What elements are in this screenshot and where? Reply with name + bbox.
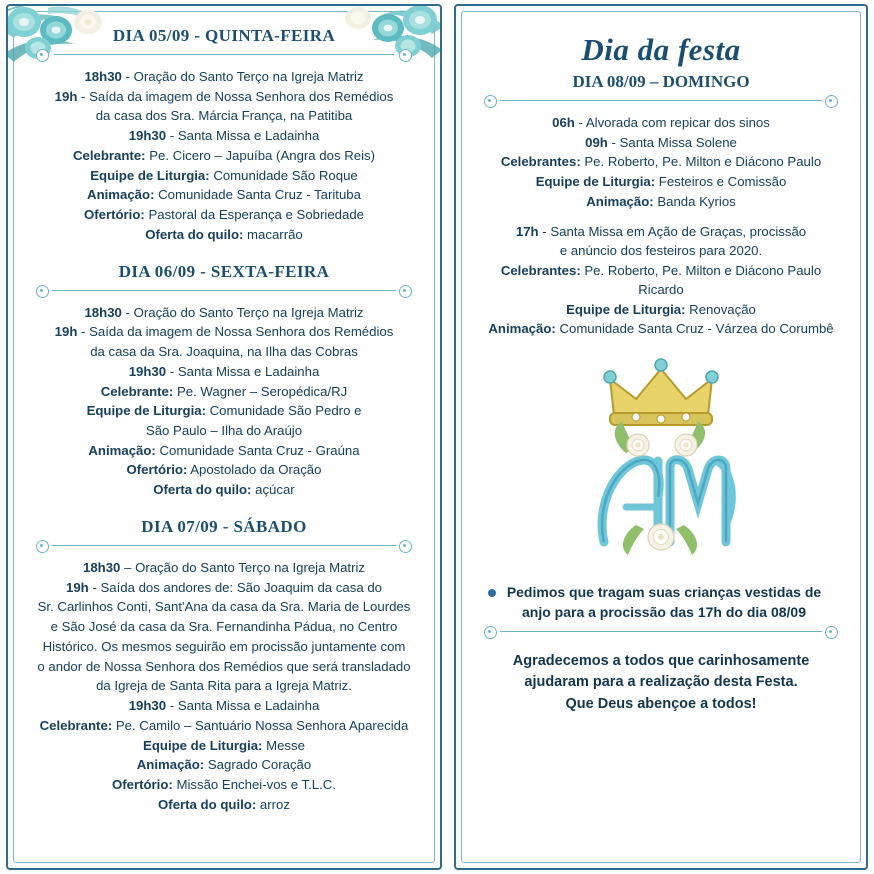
list-item: 06h - Alvorada com repicar dos sinos — [552, 115, 770, 130]
list-item: Histórico. Os mesmos seguirão em procissão juntamente com — [42, 638, 406, 654]
spacer — [36, 501, 412, 511]
left-panel — [6, 4, 442, 870]
divider-line — [54, 54, 394, 55]
divider-line — [52, 545, 396, 546]
left-content — [26, 16, 422, 858]
divider-line — [52, 290, 396, 291]
thanks-block — [484, 651, 838, 716]
divider-dot-right-icon — [399, 540, 412, 553]
list-item: Equipe de Liturgia: Renovação — [566, 301, 756, 317]
list-item: Oferta do quilo: macarrão — [145, 226, 303, 242]
list-item: Oferta do quilo: açúcar — [153, 482, 295, 498]
list-item: Animação: Sagrado Coração — [136, 757, 312, 773]
list-item: 19h30 - Santa Missa e Ladainha — [128, 698, 320, 714]
list-item: Ofertório: Apostolado da Oração — [126, 462, 322, 478]
list-item: Animação: Comunidade Santa Cruz - Graúna — [88, 442, 360, 458]
right-content — [474, 16, 848, 858]
list-item: da casa dos Sra. Márcia França, na Patitiba — [95, 108, 353, 124]
spacer — [484, 213, 838, 223]
list-item: 17h - Santa Missa em Ação de Graças, procissão — [515, 223, 807, 239]
section-heading-2: DIA 06/09 - SEXTA-FEIRA — [118, 261, 330, 281]
spacer — [36, 246, 412, 256]
divider-dot-right-icon — [399, 285, 412, 298]
list-item: São Paulo – Ilha do Araújo — [145, 423, 303, 439]
list-item: Equipe de Liturgia: Comunidade São Roque — [90, 167, 358, 183]
divider-dot-left-icon — [36, 540, 49, 553]
bullet-icon — [488, 589, 496, 597]
divider-dot-left-icon — [484, 95, 497, 108]
section-heading-3: DIA 07/09 - SÁBADO — [141, 516, 307, 536]
list-item: Ofertório: Missão Enchei-vos e T.L.C. — [111, 777, 336, 793]
list-item: 18h30 - Oração do Santo Terço na Igreja Matriz — [84, 304, 364, 320]
divider-dot-right-icon — [825, 626, 838, 639]
section-lines-3 — [36, 559, 412, 815]
list-item: Celebrantes: Pe. Roberto, Pe. Milton e Diácono Paulo Ricardo — [500, 263, 822, 297]
divider-right-2 — [484, 625, 838, 637]
list-item: Celebrante: Pe. Camilo – Santuário Nossa Senhora Aparecida — [39, 717, 409, 733]
list-item: 19h30 - Santa Missa e Ladainha — [128, 363, 320, 379]
list-item: 09h - Santa Missa Solene — [585, 134, 737, 150]
divider-2 — [36, 284, 412, 296]
page-title: Dia da festa — [581, 32, 741, 67]
list-item: Animação: Comunidade Santa Cruz - Várzea do Corumbê — [488, 321, 834, 337]
festa-block-2 — [484, 223, 838, 339]
list-item: e anúncio dos festeiros para 2020. — [559, 243, 763, 259]
list-item: Celebrante: Pe. Wagner – Seropédica/RJ — [100, 383, 348, 399]
list-item: da casa da Sra. Joaquina, na Ilha das Cobras — [90, 344, 358, 360]
list-item: Ofertório: Pastoral da Esperança e Sobriedade — [83, 207, 365, 223]
list-item: Animação: Banda Kyrios — [586, 193, 736, 209]
festa-block-1 — [484, 114, 838, 212]
divider-dot-left-icon — [36, 49, 49, 62]
divider-right-1 — [484, 94, 838, 106]
list-item: Equipe de Liturgia: Comunidade São Pedro e — [86, 403, 362, 419]
list-item: Celebrante: Pe. Cicero – Japuíba (Angra dos Reis) — [73, 147, 375, 163]
divider-dot-left-icon — [36, 285, 49, 298]
list-item: Sr. Carlinhos Conti, Sant'Ana da casa da Sra. Maria de Lourdes — [37, 599, 411, 615]
list-item: Equipe de Liturgia: Festeiros e Comissão — [535, 174, 787, 190]
divider-3 — [36, 539, 412, 551]
divider-dot-left-icon — [484, 626, 497, 639]
list-item: da Igreja de Santa Rita para a Igreja Matriz. — [96, 678, 352, 694]
divider-line — [500, 631, 822, 632]
section-lines-1 — [36, 68, 412, 245]
list-item: Oferta do quilo: arroz — [158, 796, 290, 812]
right-panel — [454, 4, 868, 870]
list-item: o andor de Nossa Senhora dos Remédios que será transladado — [37, 658, 411, 674]
marian-monogram-with-crown-icon — [566, 357, 756, 572]
list-item: 19h - Saída da imagem de Nossa Senhora dos Remédios — [54, 88, 394, 104]
emblem-container — [484, 357, 838, 572]
list-item: e São José da casa da Sra. Fernandinha Pádua, no Centro — [50, 619, 398, 635]
list-item: Animação: Comunidade Santa Cruz - Tarituba — [87, 187, 361, 203]
list-item: 19h - Saída da imagem de Nossa Senhora dos Remédios — [54, 324, 394, 340]
thanks-line: Agradecemos a todos que carinhosamente — [512, 652, 810, 669]
children-note — [488, 582, 824, 623]
divider-dot-right-icon — [399, 49, 412, 62]
page-subtitle: DIA 08/09 – DOMINGO — [572, 72, 750, 91]
divider-dot-right-icon — [825, 95, 838, 108]
thanks-line: Que Deus abençoe a todos! — [565, 696, 757, 713]
children-note-text: Pedimos que tragam suas crianças vestidas de anjo para a procissão das 17h do dia 08/09 — [506, 584, 822, 621]
section-lines-2 — [36, 304, 412, 500]
section-heading-1: DIA 05/09 - QUINTA-FEIRA — [112, 26, 336, 45]
list-item: 19h - Saída dos andores de: São Joaquim da casa do — [66, 579, 382, 595]
list-item: 19h30 - Santa Missa e Ladainha — [128, 128, 320, 144]
list-item: Celebrantes: Pe. Roberto, Pe. Milton e Diácono Paulo — [500, 154, 822, 170]
list-item: 18h30 - Oração do Santo Terço na Igreja Matriz — [84, 69, 364, 84]
list-item: Equipe de Liturgia: Messe — [143, 737, 305, 753]
list-item: 18h30 – Oração do Santo Terço na Igreja Matriz — [83, 559, 365, 575]
thanks-line: ajudaram para a realização desta Festa. — [524, 674, 798, 691]
divider-1 — [36, 48, 412, 60]
divider-line — [500, 100, 822, 101]
